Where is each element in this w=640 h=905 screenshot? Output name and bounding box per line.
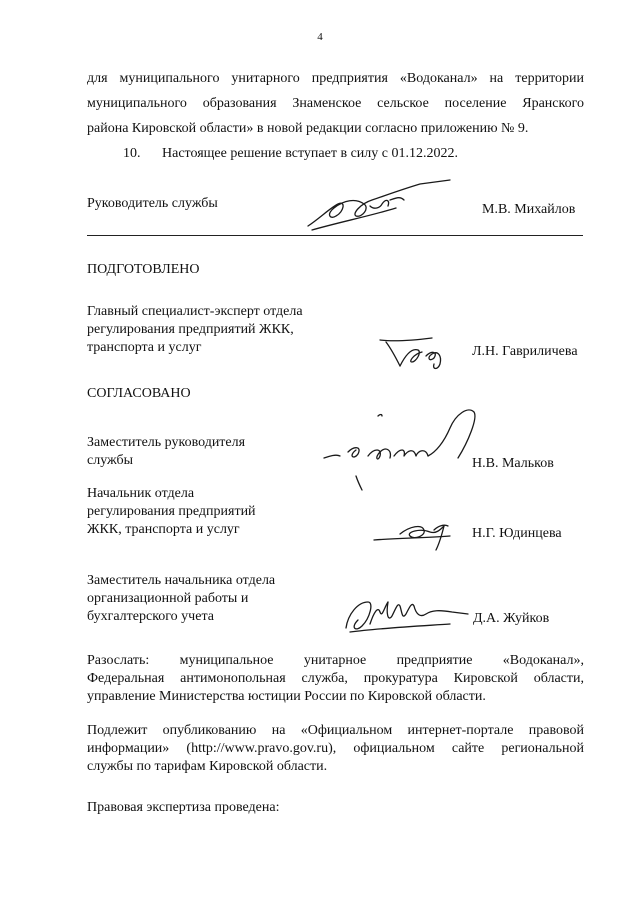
distribution-line-3: управление Министерства юстиции России по Кировской области.: [87, 689, 486, 704]
intro-line-1: для муниципального унитарного предприятия «Водоканал» на территории: [87, 71, 584, 86]
signer-3-name: Д.А. Жуйков: [473, 611, 550, 626]
signer-3-signature: [340, 588, 472, 638]
item-10-number: 10.: [123, 146, 141, 161]
prepared-signature: [376, 332, 466, 372]
signer-1-position-line-2: службы: [87, 453, 134, 468]
signer-1-signature: [318, 402, 488, 492]
signer-1-position-line-1: Заместитель руководителя: [87, 435, 246, 450]
prepared-name: Л.Н. Гавриличева: [472, 344, 578, 359]
prepared-position-line-1: Главный специалист-эксперт отдела: [87, 304, 303, 319]
head-name: М.В. Михайлов: [482, 202, 576, 217]
signer-2-signature: [370, 518, 470, 552]
signer-3-position-line-2: организационной работы и: [87, 591, 249, 606]
publication-line-1: Подлежит опубликованию на «Официальном интернет-портале правовой: [87, 723, 584, 738]
signer-2-name: Н.Г. Юдинцева: [472, 526, 562, 541]
distribution-line-1: Разослать: муниципальное унитарное предприятие «Водоканал»,: [87, 653, 584, 668]
intro-line-2: муниципального образования Знаменское сельское поселение Яранского: [87, 96, 584, 111]
item-10-text: Настоящее решение вступает в силу с 01.12.2022.: [162, 146, 458, 161]
signer-2-position-line-3: ЖКК, транспорта и услуг: [87, 522, 240, 537]
signer-1-name: Н.В. Мальков: [472, 456, 554, 471]
prepared-heading: ПОДГОТОВЛЕНО: [87, 262, 200, 277]
distribution-line-2: Федеральная антимонопольная служба, прокуратура Кировской области,: [87, 671, 584, 686]
separator-line: [87, 235, 583, 236]
prepared-position-line-2: регулирования предприятий ЖКК,: [87, 322, 294, 337]
signer-3-position-line-3: бухгалтерского учета: [87, 609, 214, 624]
publication-line-3: службы по тарифам Кировской области.: [87, 759, 328, 774]
page-number: 4: [317, 31, 323, 43]
signer-2-position-line-1: Начальник отдела: [87, 486, 195, 501]
signer-2-position-line-2: регулирования предприятий: [87, 504, 256, 519]
head-signature: [300, 178, 460, 238]
head-position: Руководитель службы: [87, 196, 218, 211]
prepared-position-line-3: транспорта и услуг: [87, 340, 202, 355]
legal-review: Правовая экспертиза проведена:: [87, 800, 280, 815]
signer-3-position-line-1: Заместитель начальника отдела: [87, 573, 276, 588]
agreed-heading: СОГЛАСОВАНО: [87, 386, 191, 401]
publication-line-2: информации» (http://www.pravo.gov.ru), официальном сайте региональной: [87, 741, 584, 756]
intro-line-3: района Кировской области» в новой редакции согласно приложению № 9.: [87, 121, 529, 136]
